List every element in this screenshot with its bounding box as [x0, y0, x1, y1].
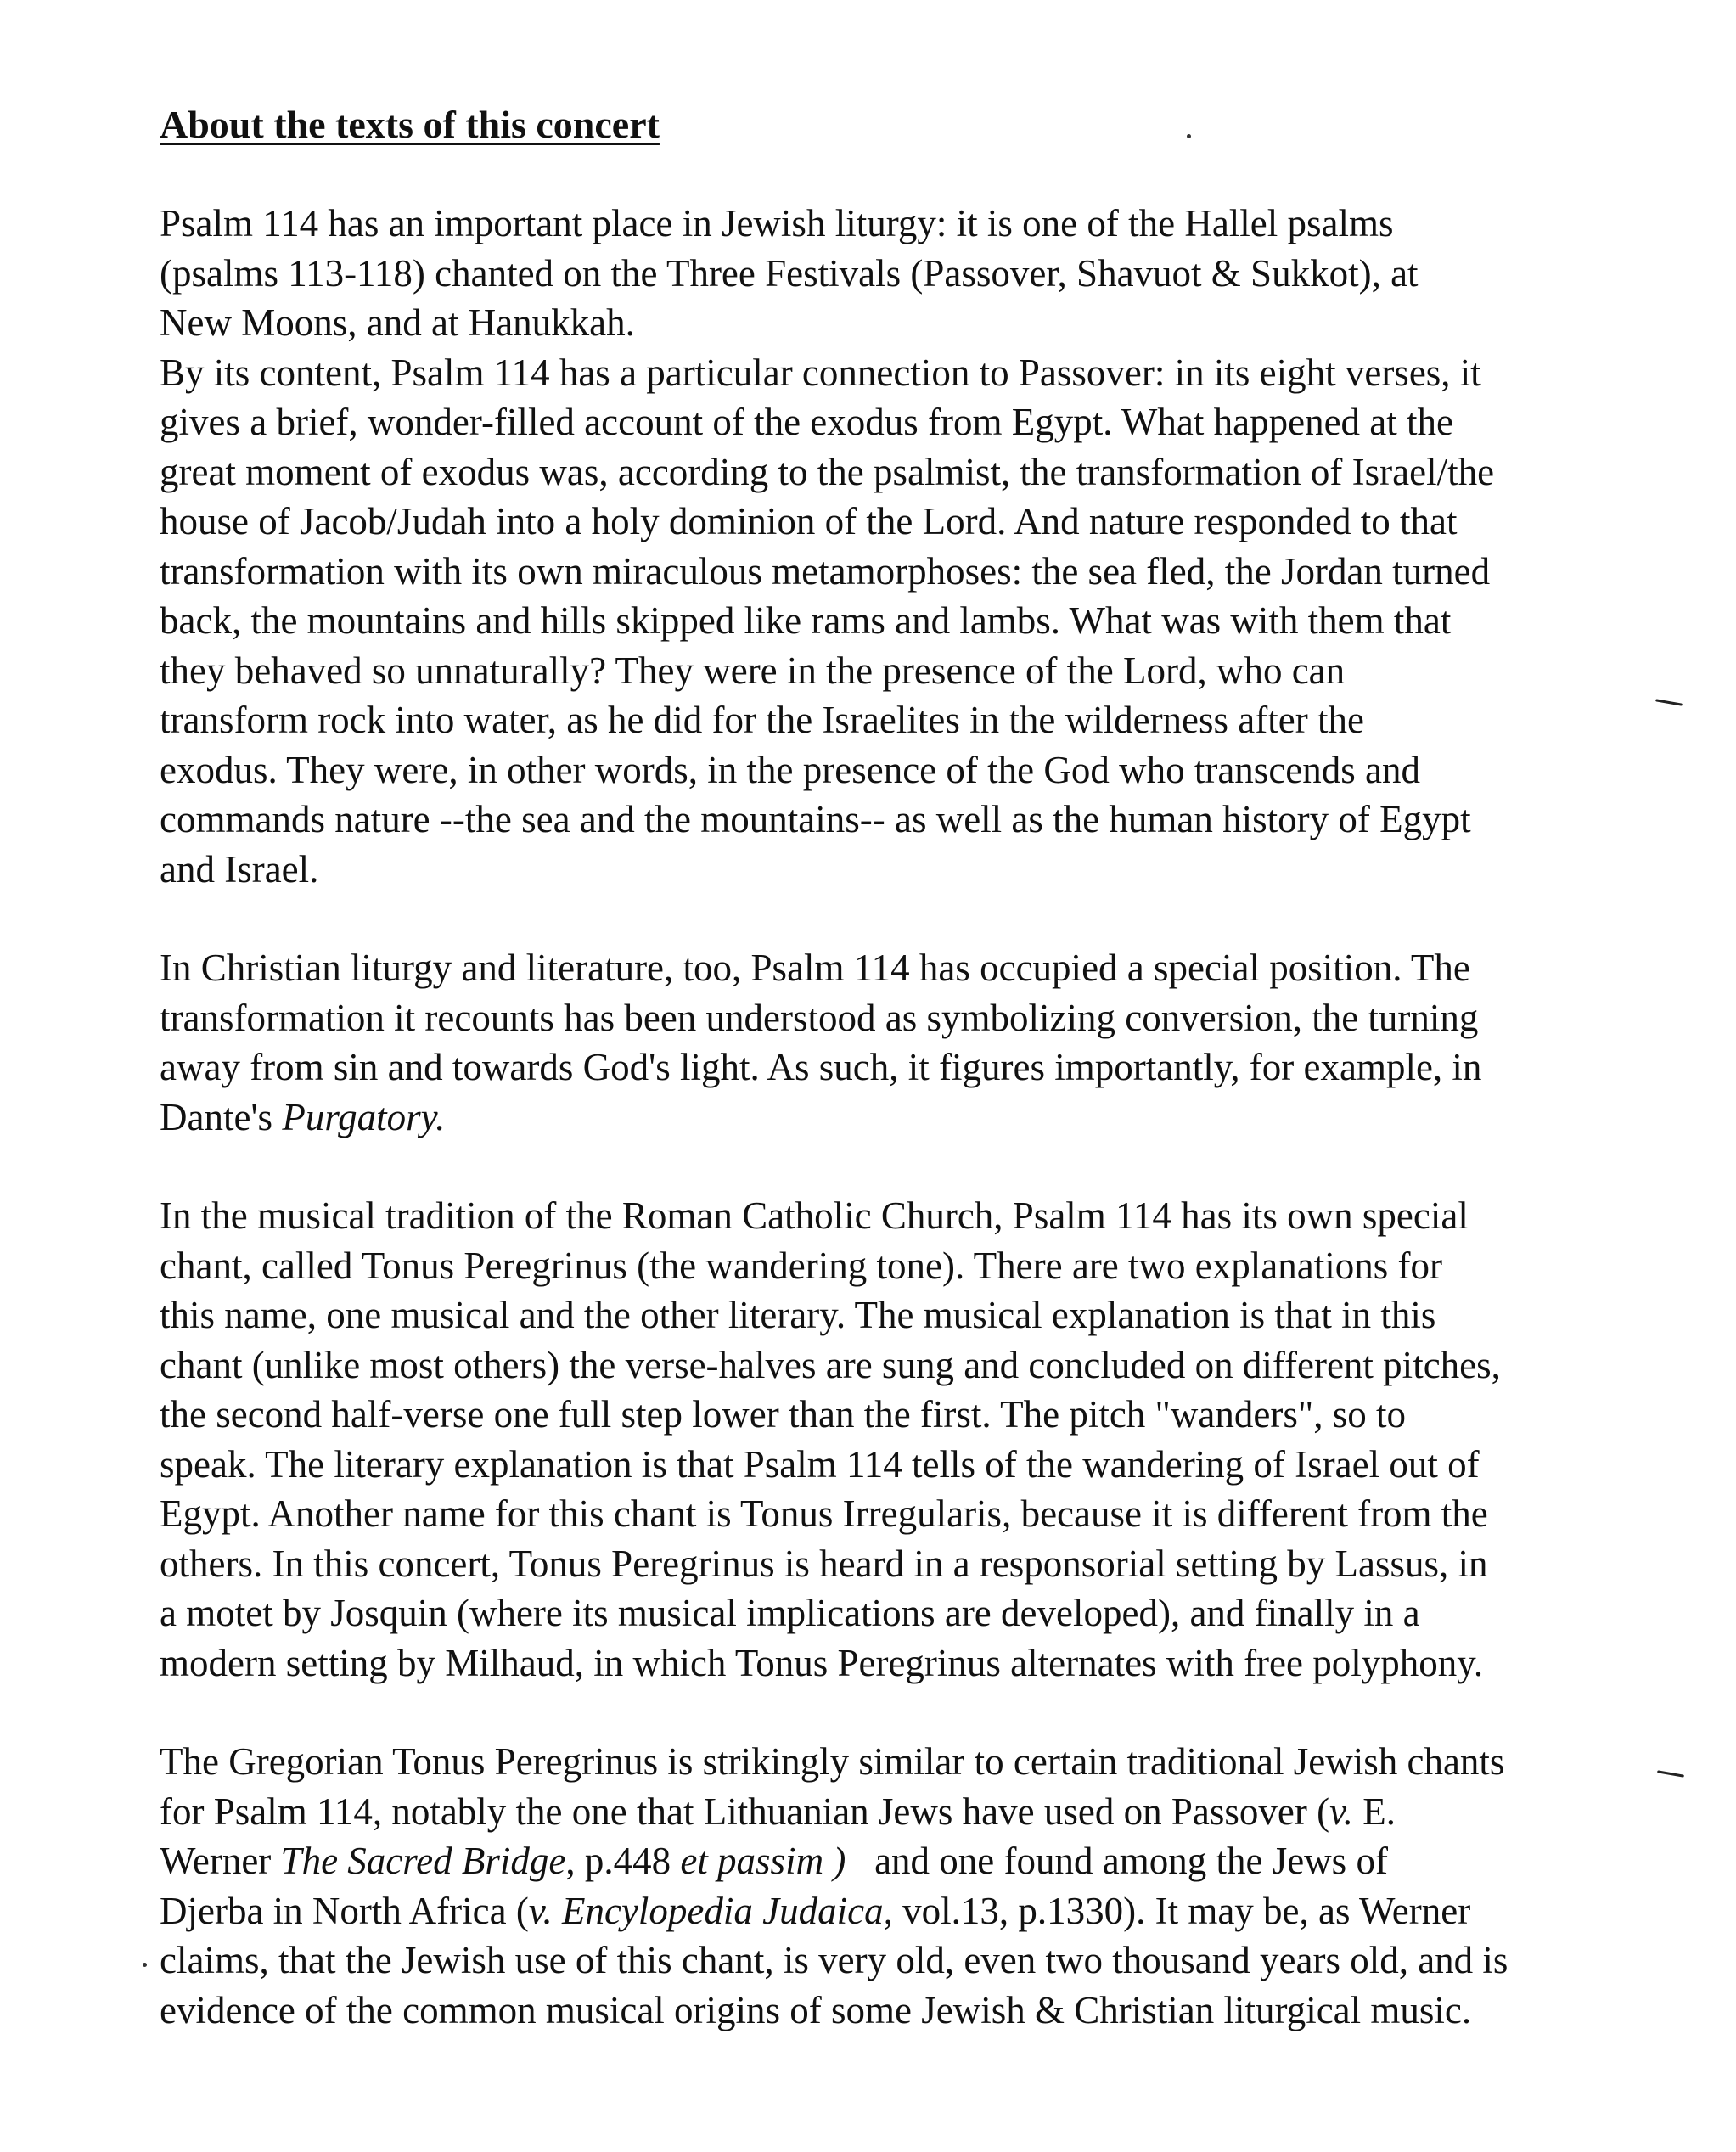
- scan-speck: [143, 1963, 147, 1967]
- text-line: and Israel.: [160, 847, 319, 891]
- book-title: Purgatory.: [282, 1095, 446, 1138]
- scan-margin-mark: [1655, 699, 1683, 706]
- text-line: modern setting by Milhaud, in which Tonus Peregrinus alternates with free polyphony.: [160, 1641, 1484, 1684]
- text-line: chant, called Tonus Peregrinus (the wandering tone). There are two explanations for: [160, 1244, 1442, 1287]
- text-line: By its content, Psalm 114 has a particular connection to Passover: in its eight verses, it: [160, 351, 1481, 394]
- text-line: this name, one musical and the other literary. The musical explanation is that in this: [160, 1294, 1436, 1336]
- paragraph-spacer: [160, 1142, 1620, 1191]
- text-run: and one found among the Jews of: [846, 1840, 1388, 1882]
- text-run: Werner: [160, 1840, 281, 1882]
- text-line: Psalm 114 has an important place in Jewish liturgy: it is one of the Hallel psalms: [160, 202, 1394, 244]
- text-line: away from sin and towards God's light. As such, it figures importantly, for example, in: [160, 1046, 1482, 1088]
- text-line: speak. The literary explanation is that Psalm 114 tells of the wandering of Israel out of: [160, 1442, 1480, 1486]
- paragraph-passover: [160, 348, 1620, 895]
- text-line: In Christian liturgy and literature, too, Psalm 114 has occupied a special position. The: [160, 947, 1470, 989]
- text-line: exodus. They were, in other words, in the presence of the God who transcends and: [160, 748, 1420, 791]
- book-title: The Sacred Bridge: [280, 1840, 566, 1882]
- text-line: transform rock into water, as he did for the Israelites in the wilderness after the: [160, 699, 1364, 741]
- paragraph-christian-liturgy: [160, 943, 1620, 1142]
- text-run-italic: v.: [1329, 1790, 1353, 1833]
- book-title: v. Encylopedia Judaica,: [528, 1889, 893, 1932]
- text-line: (psalms 113-118) chanted on the Three Festivals (Passover, Shavuot & Sukkot), at: [160, 251, 1419, 295]
- text-run: for Psalm 114, notably the one that Lithuanian Jews have used on Passover (: [160, 1790, 1330, 1833]
- text-line: transformation with its own miraculous metamorphoses: the sea fled, the Jordan turned: [160, 549, 1491, 593]
- paragraph-spacer: [160, 1688, 1620, 1737]
- paragraph-spacer: [160, 894, 1620, 943]
- document-body: [160, 100, 1620, 2035]
- page-title: About the texts of this concert: [160, 103, 660, 146]
- scan-margin-mark: [1657, 1770, 1684, 1778]
- text-run: Djerba in North Africa (: [160, 1889, 529, 1932]
- text-run-italic: et passim ): [680, 1840, 846, 1882]
- text-line: they behaved so unnaturally? They were in the presence of the Lord, who can: [160, 649, 1346, 692]
- text-line: transformation it recounts has been understood as symbolizing conversion, the turning: [160, 996, 1479, 1039]
- text-line: [160, 1093, 1620, 1143]
- text-line: others. In this concert, Tonus Peregrinus is heard in a responsorial setting by Lassus, in: [160, 1542, 1488, 1585]
- paragraph-tonus-peregrinus: [160, 1191, 1620, 1688]
- text-line: house of Jacob/Judah into a holy dominion of the Lord. And nature responded to that: [160, 500, 1458, 542]
- text-line: the second half-verse one full step lower than the first. The pitch "wanders", so to: [160, 1393, 1406, 1436]
- text-line: great moment of exodus was, according to the psalmist, the transformation of Israel/the: [160, 450, 1495, 493]
- text-line: [160, 1787, 1620, 1837]
- text-line: back, the mountains and hills skipped like rams and lambs. What was with them that: [160, 599, 1452, 642]
- paragraph-gregorian: [160, 1737, 1620, 2035]
- text-line: Egypt. Another name for this chant is Tonus Irregularis, because it is different from the: [160, 1492, 1488, 1535]
- text-line: [160, 1886, 1620, 1936]
- text-line: a motet by Josquin (where its musical implications are developed), and finally in a: [160, 1592, 1420, 1634]
- text-run: vol.13, p.1330). It may be, as Werner: [892, 1889, 1471, 1932]
- text-line: The Gregorian Tonus Peregrinus is strikingly similar to certain traditional Jewish chants: [160, 1740, 1505, 1783]
- scan-speck: [1187, 134, 1191, 138]
- text-line: evidence of the common musical origins of some Jewish & Christian liturgical music.: [160, 1988, 1472, 2031]
- text-line: New Moons, and at Hanukkah.: [160, 301, 635, 344]
- text-line: chant (unlike most others) the verse-halves are sung and concluded on different pitches,: [160, 1343, 1501, 1386]
- text-line: gives a brief, wonder-filled account of the exodus from Egypt. What happened at the: [160, 401, 1454, 443]
- text-line: [160, 1836, 1620, 1886]
- text-line: In the musical tradition of the Roman Catholic Church, Psalm 114 has its own special: [160, 1194, 1469, 1237]
- text-run: Dante's: [160, 1095, 283, 1138]
- text-run: E.: [1352, 1790, 1396, 1833]
- text-line: claims, that the Jewish use of this chant, is very old, even two thousand years old, and is: [160, 1939, 1508, 1981]
- text-run: , p.448: [565, 1840, 681, 1882]
- paragraph-hallel: [160, 199, 1620, 348]
- text-line: commands nature --the sea and the mountains-- as well as the human history of Egypt: [160, 798, 1471, 840]
